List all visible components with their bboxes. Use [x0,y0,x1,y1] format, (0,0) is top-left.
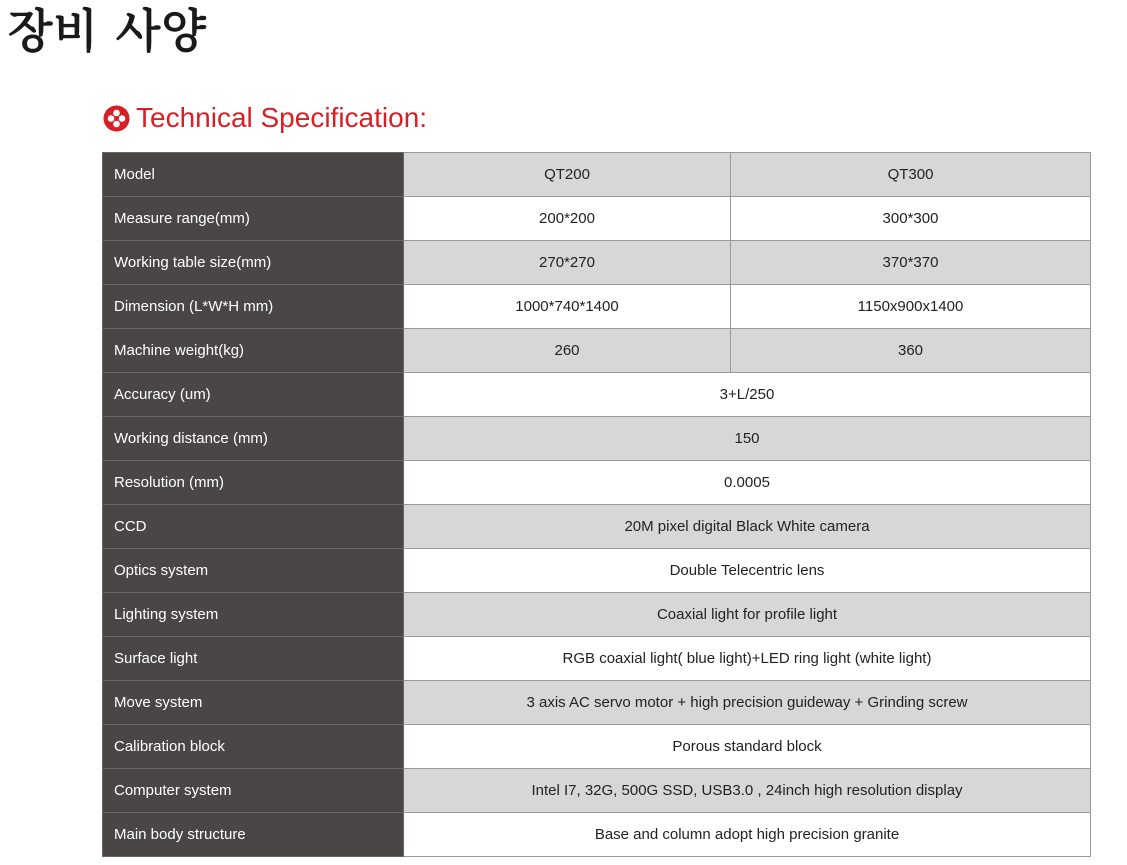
table-row [103,329,1091,373]
spec-value: Intel I7, 32G, 500G SSD, USB3.0 , 24inch high resolution display [404,769,1091,813]
spec-label: Resolution (mm) [103,461,404,505]
table-row [103,593,1091,637]
table-row [103,197,1091,241]
spec-value-qt300: QT300 [731,153,1091,197]
spec-label: CCD [103,505,404,549]
spec-label: Measure range(mm) [103,197,404,241]
table-row [103,373,1091,417]
spec-value: Base and column adopt high precision granite [404,813,1091,857]
spec-value: 3+L/250 [404,373,1091,417]
spec-value: Double Telecentric lens [404,549,1091,593]
spec-label: Surface light [103,637,404,681]
red-flower-bullet-icon [103,105,130,132]
spec-value-qt200: 200*200 [404,197,731,241]
table-row [103,813,1091,857]
spec-heading-text: Technical Specification: [136,102,428,133]
spec-heading [103,100,427,136]
spec-value: RGB coaxial light( blue light)+LED ring light (white light) [404,637,1091,681]
spec-label: Model [103,153,404,197]
table-row [103,681,1091,725]
spec-value-qt200: 270*270 [404,241,731,285]
spec-label: Optics system [103,549,404,593]
table-row [103,725,1091,769]
table-row [103,505,1091,549]
page-title: 장비 사양 [8,4,207,58]
spec-label: Machine weight(kg) [103,329,404,373]
spec-value: Coaxial light for profile light [404,593,1091,637]
spec-label: Working distance (mm) [103,417,404,461]
spec-value: 0.0005 [404,461,1091,505]
table-row [103,549,1091,593]
spec-table [102,152,1091,857]
spec-label: Dimension (L*W*H mm) [103,285,404,329]
table-row [103,417,1091,461]
spec-value-qt300: 1150x900x1400 [731,285,1091,329]
spec-label: Move system [103,681,404,725]
table-row [103,769,1091,813]
spec-label: Calibration block [103,725,404,769]
spec-value: 20M pixel digital Black White camera [404,505,1091,549]
spec-value: Porous standard block [404,725,1091,769]
spec-value-qt300: 360 [731,329,1091,373]
table-row [103,285,1091,329]
spec-value-qt200: 1000*740*1400 [404,285,731,329]
table-row [103,153,1091,197]
spec-value: 3 axis AC servo motor + high precision guideway + Grinding screw [404,681,1091,725]
spec-label: Accuracy (um) [103,373,404,417]
spec-value-qt300: 300*300 [731,197,1091,241]
spec-value: 150 [404,417,1091,461]
table-row [103,461,1091,505]
spec-label: Computer system [103,769,404,813]
spec-table-body [103,153,1091,857]
spec-value-qt200: 260 [404,329,731,373]
spec-label: Main body structure [103,813,404,857]
spec-value-qt200: QT200 [404,153,731,197]
spec-value-qt300: 370*370 [731,241,1091,285]
table-row [103,637,1091,681]
spec-label: Working table size(mm) [103,241,404,285]
table-row [103,241,1091,285]
spec-label: Lighting system [103,593,404,637]
